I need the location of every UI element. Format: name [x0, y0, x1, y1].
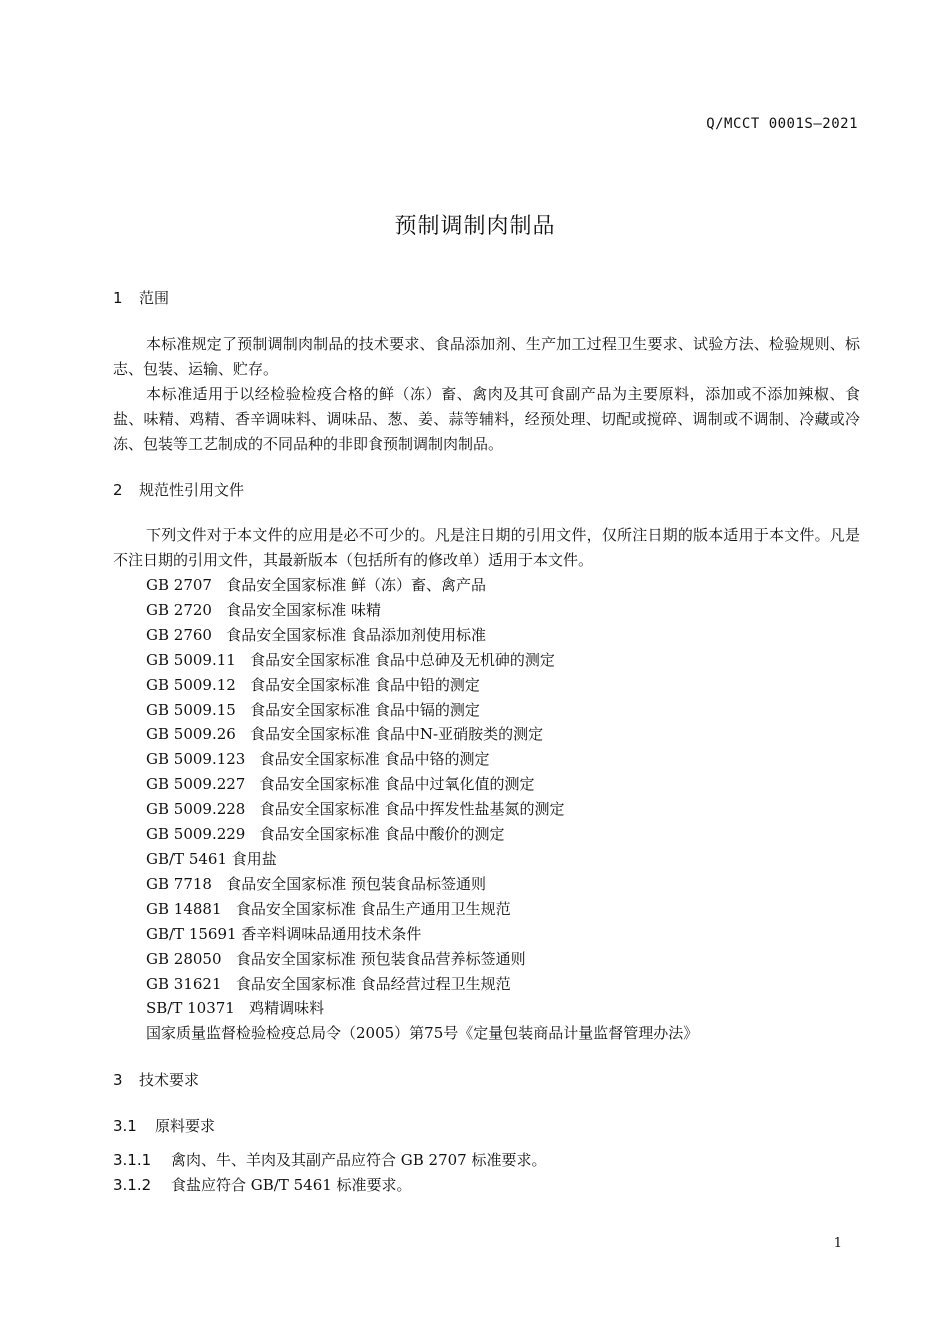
reference-code: GB 31621	[146, 974, 222, 993]
reference-title: 食品安全国家标准 食品生产通用卫生规范	[235, 899, 511, 918]
section-number: 3	[113, 1071, 123, 1090]
document-title: 预制调制肉制品	[394, 214, 556, 239]
reference-item	[146, 897, 860, 922]
reference-title: 食品安全国家标准 食品中过氧化值的测定	[259, 775, 535, 794]
section-3-heading	[113, 1068, 860, 1092]
reference-code: GB/T 5461	[146, 849, 228, 868]
clause-text: 食盐应符合 GB/T 5461 标准要求。	[171, 1176, 412, 1195]
reference-title: 食品安全国家标准 鲜（冻）畜、禽产品	[226, 576, 487, 594]
clause-number: 3.1.2	[113, 1176, 152, 1195]
reference-item	[146, 1021, 860, 1046]
section-1-heading	[113, 286, 860, 310]
reference-item	[146, 573, 860, 598]
reference-code: GB 5009.26	[146, 725, 236, 744]
reference-item	[146, 747, 860, 772]
section-number: 2	[113, 481, 123, 499]
reference-title: 香辛料调味品通用技术条件	[241, 924, 422, 943]
reference-code: 国家质量监督检验检疫总局令（2005）第75号	[146, 1024, 459, 1043]
reference-code: GB 5009.229	[146, 825, 246, 844]
reference-title: 食品安全国家标准 食品中N-亚硝胺类的测定	[250, 725, 544, 744]
reference-title: 食用盐	[231, 849, 277, 868]
reference-code: GB 5009.15	[146, 700, 236, 719]
standard-code: Q/MCCT 0001S—2021	[706, 116, 858, 132]
reference-title: 《定量包装商品计量监督管理办法》	[458, 1024, 699, 1043]
clause-text: 禽肉、牛、羊肉及其副产品应符合 GB 2707 标准要求。	[171, 1151, 547, 1170]
reference-item	[146, 623, 860, 648]
reference-item	[146, 847, 860, 872]
reference-code: GB 2760	[146, 625, 212, 644]
reference-item	[146, 947, 860, 972]
reference-code: GB 5009.12	[146, 675, 236, 694]
reference-title: 食品安全国家标准 食品中镉的测定	[250, 700, 480, 719]
reference-item	[146, 648, 860, 673]
reference-code: SB/T 10371	[146, 999, 235, 1018]
reference-item	[146, 598, 860, 623]
reference-item	[146, 822, 860, 847]
reference-title: 食品安全国家标准 食品添加剂使用标准	[226, 625, 487, 644]
section-title: 范围	[139, 289, 170, 307]
subsection-3-1-heading	[113, 1114, 860, 1138]
section-number: 1	[113, 289, 123, 307]
reference-title: 食品安全国家标准 预包装食品标签通则	[226, 874, 487, 893]
reference-code: GB 5009.227	[146, 775, 246, 794]
reference-title: 食品安全国家标准 预包装食品营养标签通则	[235, 949, 526, 968]
clause-number: 3.1.1	[113, 1151, 152, 1170]
reference-code: GB/T 15691	[146, 924, 237, 943]
reference-code: GB 7718	[146, 874, 212, 893]
section-2-heading	[113, 478, 860, 502]
reference-title: 食品安全国家标准 食品中总砷及无机砷的测定	[250, 650, 555, 669]
reference-item	[146, 872, 860, 897]
reference-code: GB 5009.228	[146, 800, 246, 819]
reference-item	[146, 673, 860, 698]
reference-item	[146, 996, 860, 1021]
reference-item	[146, 922, 860, 947]
reference-code: GB 28050	[146, 949, 222, 968]
reference-title: 食品安全国家标准 食品中酸价的测定	[259, 825, 505, 844]
reference-title: 食品安全国家标准 食品经营过程卫生规范	[235, 974, 511, 993]
reference-code: GB 5009.123	[146, 750, 246, 769]
clause-item	[113, 1173, 860, 1198]
section-title: 规范性引用文件	[139, 481, 245, 499]
paragraph: 本标准规定了预制调制肉制品的技术要求、食品添加剂、生产加工过程卫生要求、试验方法、检验规则、标志、包装、运输、贮存。	[113, 335, 860, 378]
document-body	[113, 286, 860, 1198]
reference-item	[146, 698, 860, 723]
reference-title: 食品安全国家标准 味精	[226, 600, 382, 619]
reference-code: GB 5009.11	[146, 650, 236, 669]
paragraph: 下列文件对于本文件的应用是必不可少的。凡是注日期的引用文件，仅所注日期的版本适用于本文件。凡是不注日期的引用文件，其最新版本（包括所有的修改单）适用于本文件。	[113, 526, 860, 569]
reference-title: 食品安全国家标准 食品中挥发性盐基氮的测定	[259, 800, 565, 819]
reference-title: 食品安全国家标准 食品中铬的测定	[259, 750, 490, 769]
section-title: 技术要求	[139, 1071, 200, 1090]
reference-list	[146, 573, 860, 1046]
reference-code: GB 2720	[146, 600, 212, 619]
reference-item	[146, 797, 860, 822]
reference-code: GB 14881	[146, 899, 222, 918]
subsection-title: 原料要求	[155, 1117, 216, 1136]
clause-item	[113, 1148, 860, 1173]
reference-title: 食品安全国家标准 食品中铅的测定	[250, 675, 480, 694]
page-number: 1	[833, 1236, 842, 1251]
reference-code: GB 2707	[146, 576, 212, 594]
subsection-number: 3.1	[113, 1117, 137, 1136]
reference-item	[146, 772, 860, 797]
reference-item	[146, 972, 860, 997]
reference-title: 鸡精调味料	[249, 999, 325, 1018]
paragraph: 本标准适用于以经检验检疫合格的鲜（冻）畜、禽肉及其可食副产品为主要原料，添加或不添加辣椒、食盐、味精、鸡精、香辛调味料、调味品、葱、姜、蒜等辅料，经预处理、切配或搅碎、调制或不调制、冷藏或冷冻、包装等工艺制成的不同品种的非即食预制调制肉制品。	[113, 385, 860, 453]
reference-item	[146, 722, 860, 747]
